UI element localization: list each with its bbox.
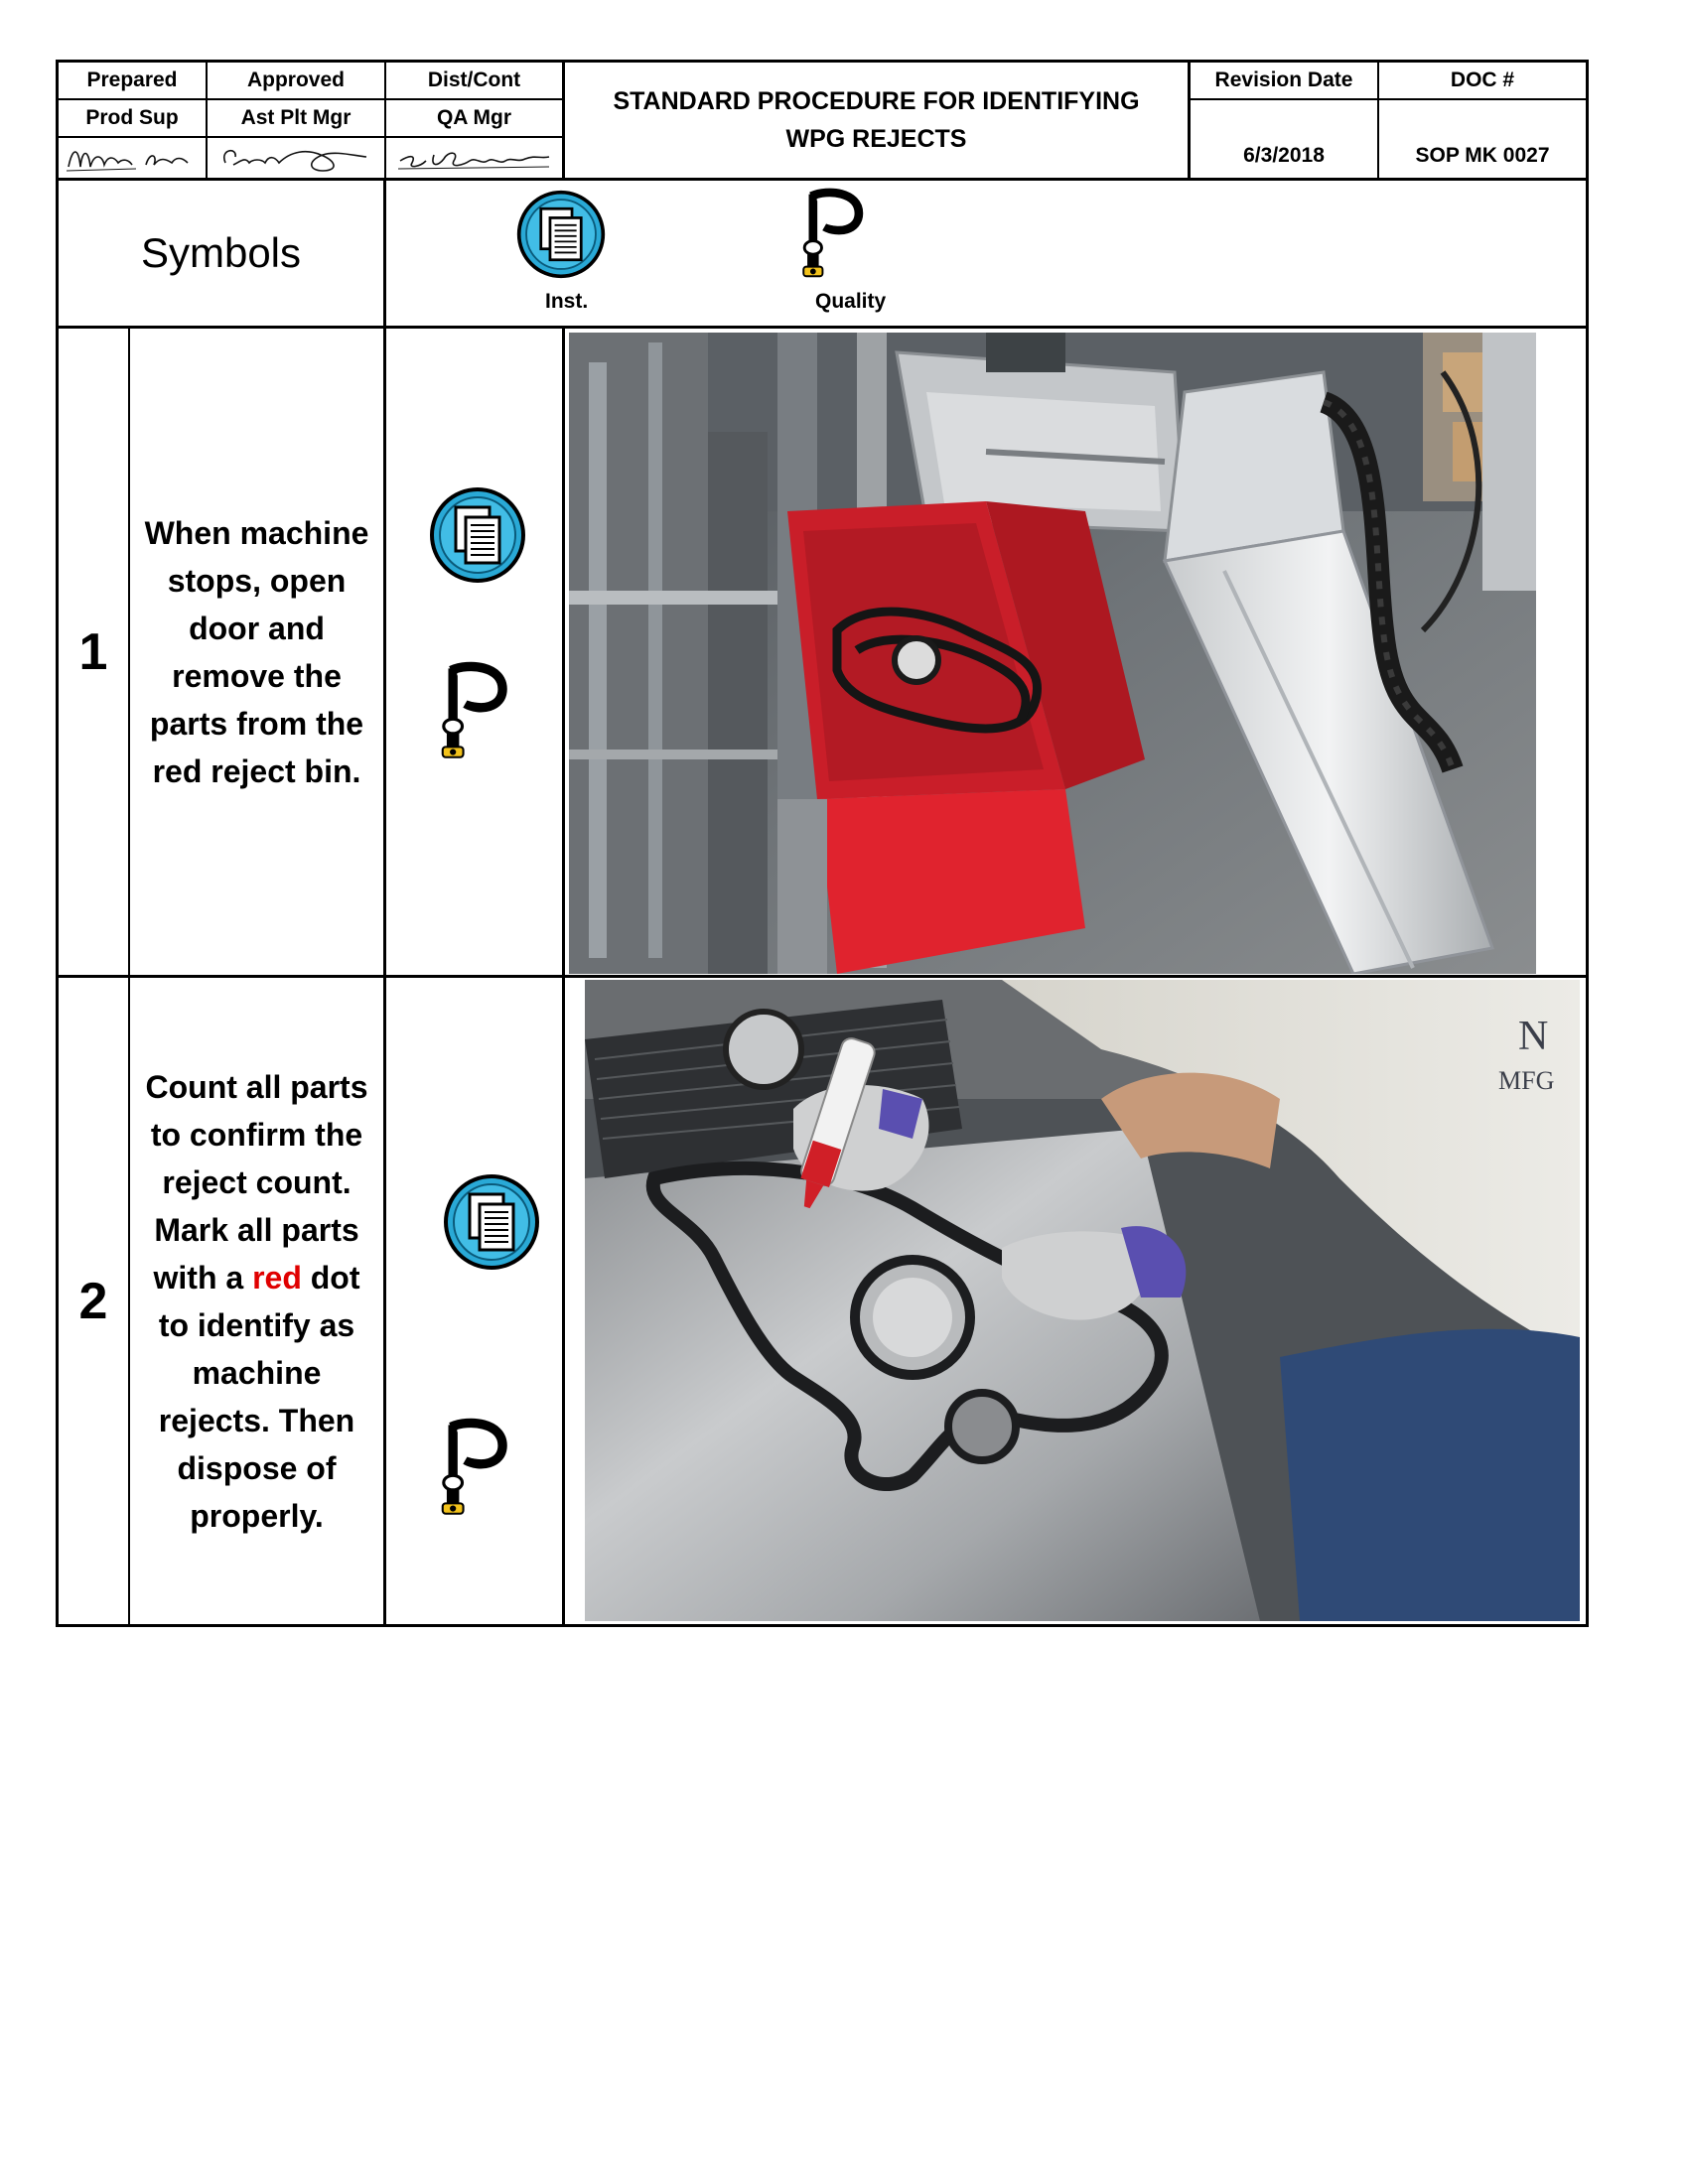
- doc-number-value: SOP MK 0027: [1415, 144, 1550, 167]
- step-instruction: When machine stops, open door and remove the parts from the red reject bin.: [130, 329, 386, 975]
- document-title: [565, 63, 1191, 178]
- instruction-text-start: Count all parts to confirm the reject count. Mark all parts with a: [145, 1068, 368, 1296]
- document-header: [59, 63, 1586, 181]
- symbols-label: Symbols: [59, 181, 386, 326]
- inst-caption: Inst.: [545, 290, 589, 313]
- dist-cont-role: QA Mgr: [386, 100, 565, 138]
- instruction-text-end: dot to identify as machine rejects. Then dispose of properly.: [158, 1259, 360, 1534]
- doc-number-label: DOC #: [1379, 63, 1586, 100]
- revision-date-label: Revision Date: [1191, 63, 1379, 100]
- step-instruction: [130, 978, 386, 1624]
- step-symbols: [386, 329, 565, 975]
- title-line-2: WPG REJECTS: [785, 125, 967, 153]
- svg-text:MFG: MFG: [1498, 1066, 1555, 1095]
- step-symbols: [386, 978, 565, 1624]
- prepared-role: Prod Sup: [59, 100, 208, 138]
- step-row-1: [59, 329, 1586, 975]
- prepared-label: Prepared: [59, 63, 208, 100]
- symbols-legend: [59, 181, 1586, 329]
- instruction-highlight: red: [252, 1259, 302, 1296]
- quality-figure-icon: [438, 660, 511, 763]
- svg-text:N: N: [1518, 1014, 1549, 1059]
- document-icon: [515, 189, 607, 280]
- quality-figure-icon: [438, 1417, 511, 1520]
- approved-role: Ast Plt Mgr: [208, 100, 386, 138]
- step-number: 2: [59, 978, 130, 1624]
- step-row-2: [59, 975, 1586, 1624]
- document-icon: [428, 485, 527, 585]
- revision-date-value: 6/3/2018: [1191, 100, 1379, 178]
- reject-bin-photo: [569, 333, 1536, 974]
- prepared-signature: [59, 138, 208, 178]
- approved-signature: [208, 138, 386, 178]
- title-line-1: STANDARD PROCEDURE FOR IDENTIFYING: [613, 87, 1140, 115]
- approved-label: Approved: [208, 63, 386, 100]
- step-number: 1: [59, 329, 130, 975]
- quality-caption: Quality: [815, 290, 887, 313]
- quality-figure-icon: [798, 187, 868, 282]
- document-icon: [442, 1172, 541, 1272]
- dist-cont-label: Dist/Cont: [386, 63, 565, 100]
- dist-cont-signature: [386, 138, 565, 178]
- sop-sheet: [56, 60, 1589, 1627]
- marking-gasket-photo: [585, 980, 1580, 1621]
